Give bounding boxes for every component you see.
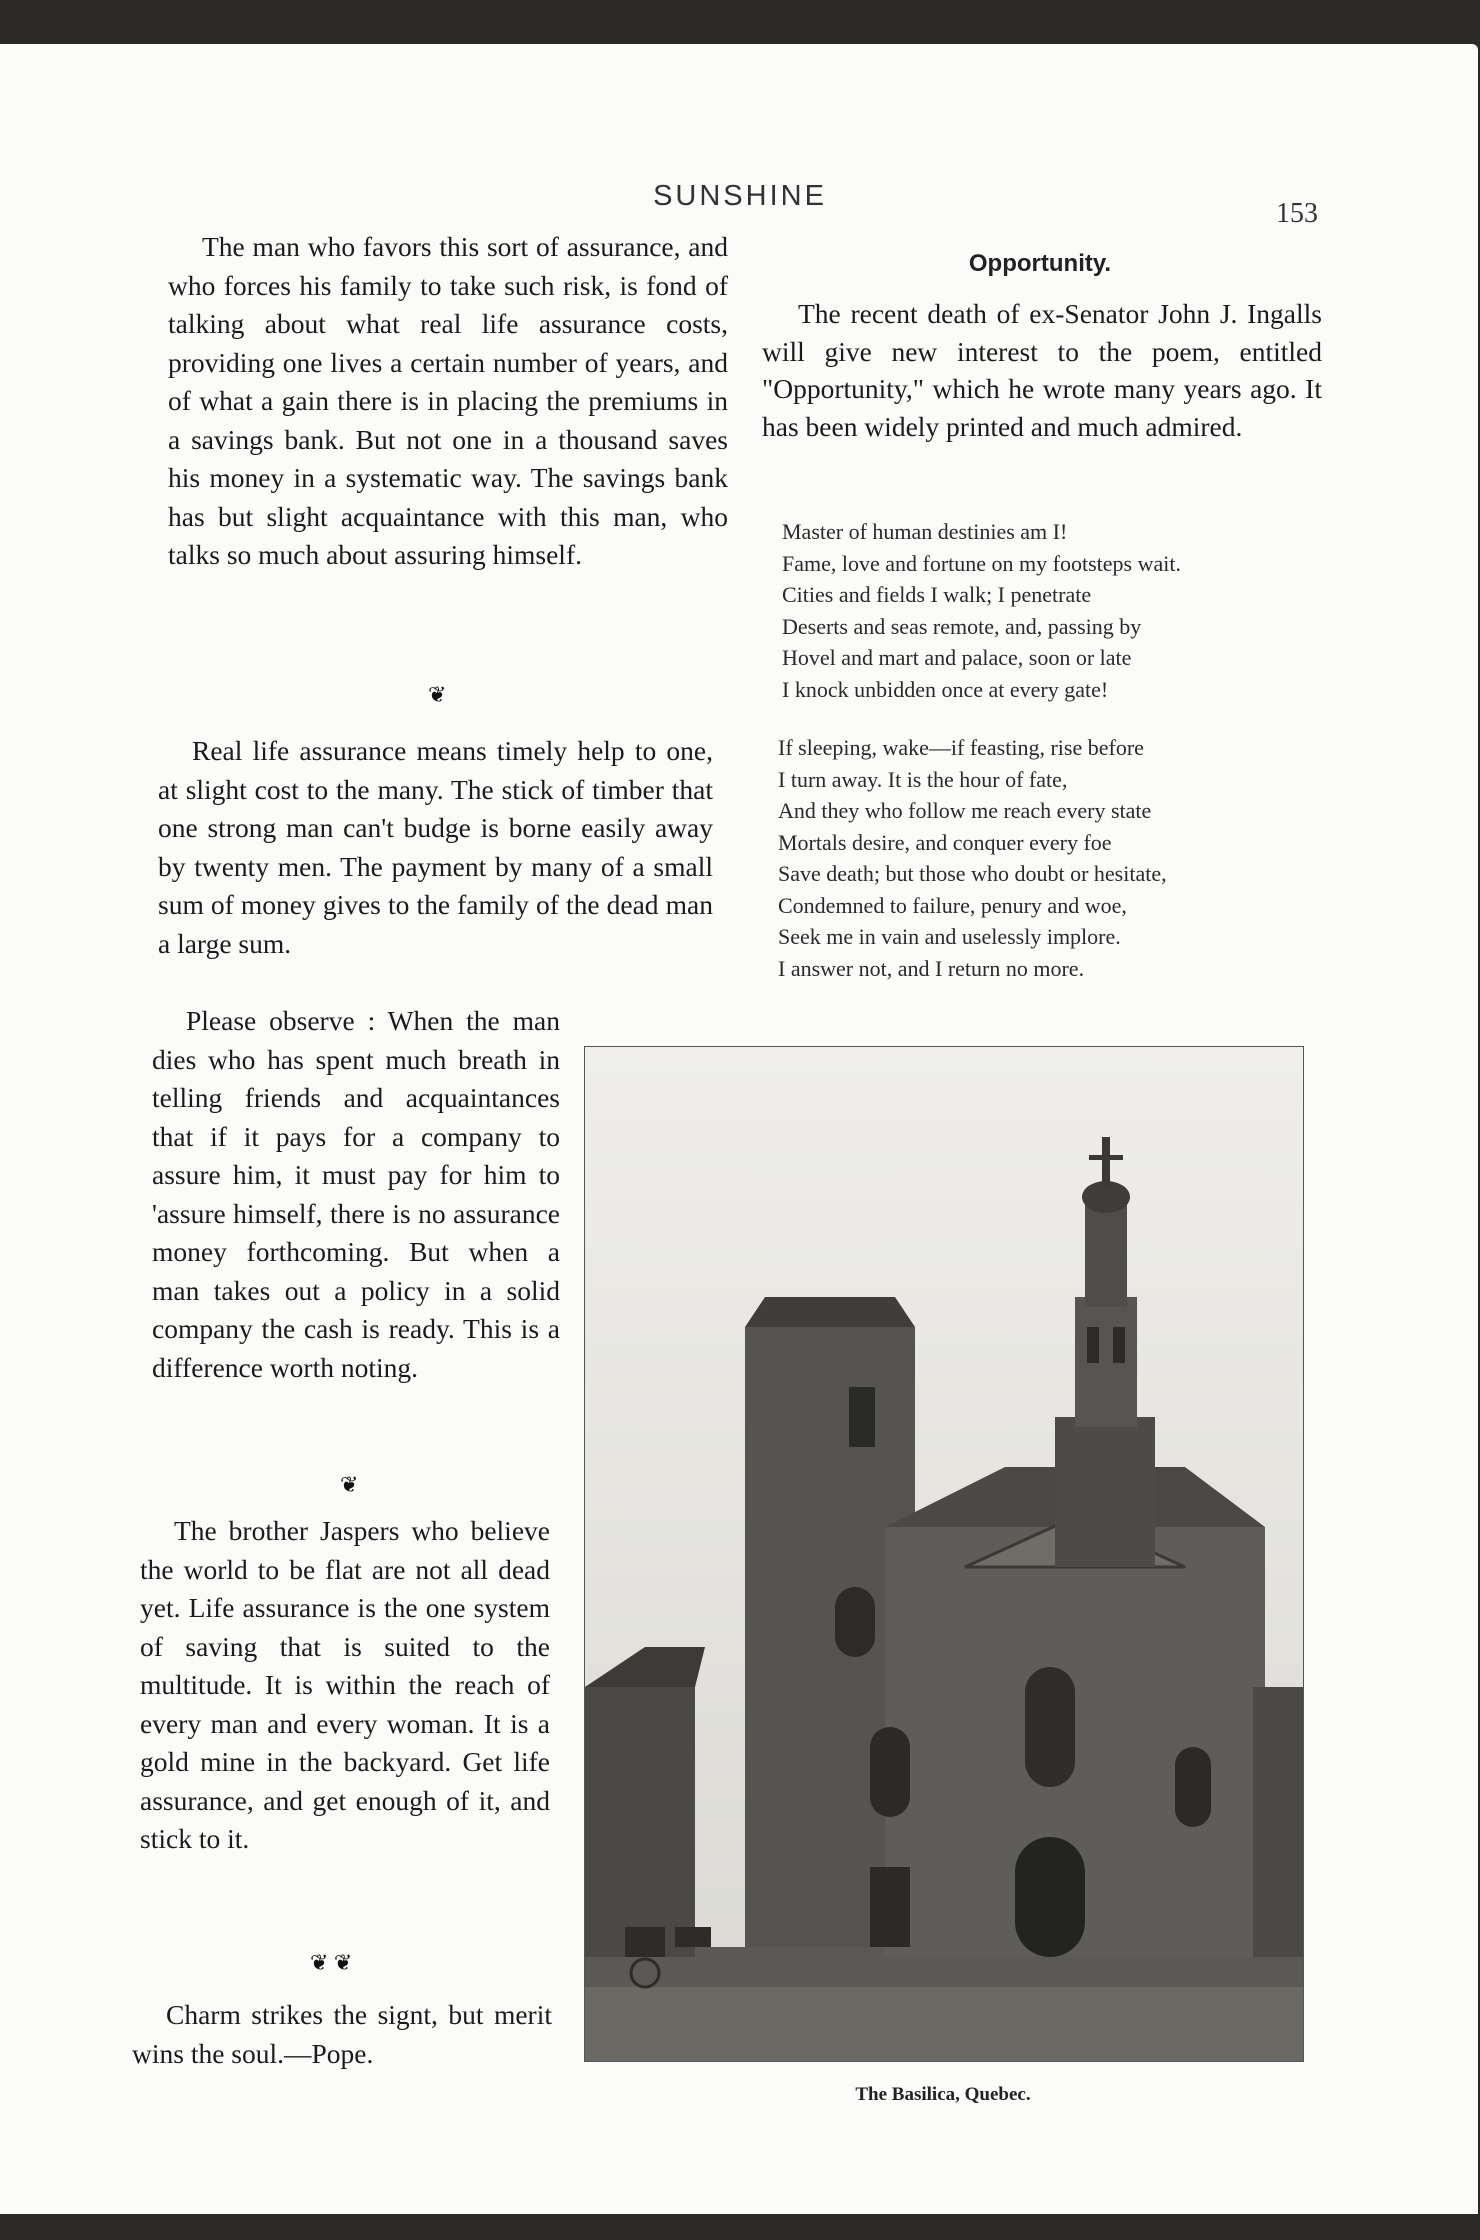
poem-line: I turn away. It is the hour of fate, <box>778 766 1068 792</box>
basilica-photo <box>584 1046 1304 2062</box>
paragraph-please-observe: Please observe : When the man dies who has spent much breath in telling friends and acquaintances that if it pays for a company to assure him, it must pay for him to 'assure himself, there is no assurance money forthcoming. But when a man takes out a policy in a solid company the cash is ready. This is a difference worth noting. <box>152 1005 560 1383</box>
paragraph-brother-jaspers: The brother Jaspers who believe the world to be flat are not all dead yet. Life assurance is the one system of saving that is suited to the multitude. It is within the reach of every man and every woman. It is a gold mine in the backyard. Get life assurance, and get enough of it, and stick to it. <box>140 1515 550 1854</box>
poem-stanza-1 <box>782 516 1342 705</box>
poem-line: Fame, love and fortune on my footsteps wait. <box>782 550 1181 576</box>
ornament-icon: ❦ ❦ <box>310 1950 353 1975</box>
article-heading: Opportunity. <box>968 250 1112 277</box>
ornament-icon: ❦ <box>340 1472 359 1497</box>
paragraph-assurance-skeptic: The man who favors this sort of assurance, and who forces his family to take such risk, is fond of talking about what real life assurance costs, providing one lives a certain number of years, and of what a gain there is in placing the premiums in a savings bank. But not one in a thousand saves his money in a systematic way. The savings bank has but slight acquaintance with this man, who talks so much about assuring himself. <box>168 231 728 570</box>
ornament-icon: ❦ <box>428 682 447 707</box>
running-header: SUNSHINE <box>653 180 827 212</box>
poem-line: Seek me in vain and uselessly implore. <box>778 924 1121 949</box>
poem-line: Cities and fields I walk; I penetrate <box>782 582 1092 607</box>
poem-line: Hovel and mart and palace, soon or late <box>782 645 1132 670</box>
photo-caption: The Basilica, Quebec. <box>855 2084 1031 2105</box>
article-intro: The recent death of ex-Senator John J. Ingalls will give new interest to the poem, entitled "Opportunity," which he wrote many years ago. It has been widely printed and much admired. <box>762 298 1322 442</box>
paragraph-pope-quote: Charm strikes the signt, but merit wins the soul.—Pope. <box>132 1999 552 2069</box>
poem-line: Deserts and seas remote, and, passing by <box>782 613 1142 639</box>
poem-stanza-2 <box>778 732 1338 984</box>
poem-line: Condemned to failure, penury and woe, <box>778 892 1127 918</box>
poem-line: And they who follow me reach every state <box>778 798 1152 823</box>
scan-border-top <box>0 0 1480 48</box>
poem-line: Mortals desire, and conquer every foe <box>778 829 1112 855</box>
poem-line: Master of human destinies am I! <box>782 519 1068 544</box>
poem-line: If sleeping, wake—if feasting, rise before <box>778 735 1144 760</box>
scan-border-bottom <box>0 2214 1480 2240</box>
page-number: 153 <box>1276 198 1318 229</box>
basilica-illustration <box>585 1047 1303 2061</box>
paragraph-real-assurance: Real life assurance means timely help to one, at slight cost to the many. The stick of timber that one strong man can't budge is borne easily away by twenty men. The payment by many of a small sum of money gives to the family of the dead man a large sum. <box>158 735 713 959</box>
poem-line: Save death; but those who doubt or hesitate, <box>778 861 1167 886</box>
poem-line: I answer not, and I return no more. <box>778 955 1085 981</box>
poem-line: I knock unbidden once at every gate! <box>782 676 1109 702</box>
